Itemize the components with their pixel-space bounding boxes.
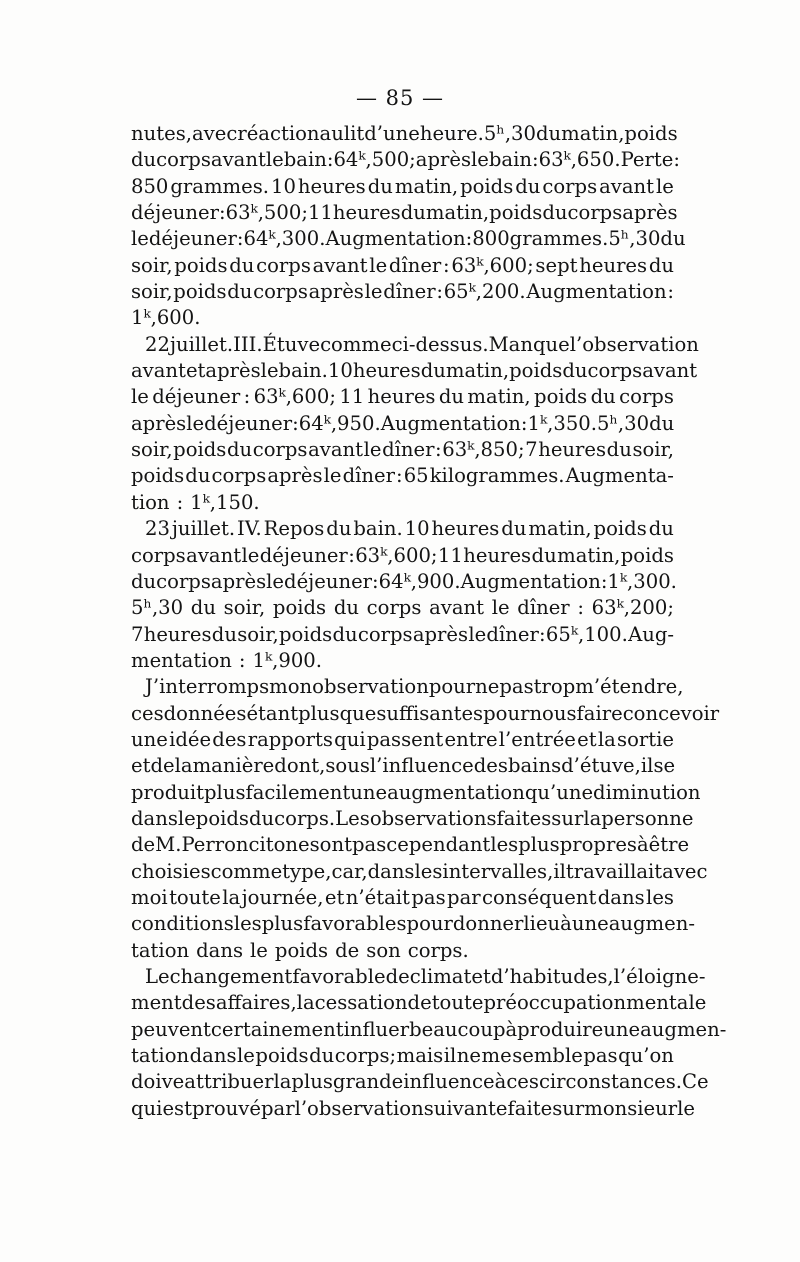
text-line: ces données étant plus que suffisantes pour nous faire concevoir	[131, 701, 720, 725]
text-line: corps avant le déjeuner : 63ᵏ,600; 11 heures du matin, poids	[131, 543, 674, 567]
page-number: — 85 —	[355, 86, 445, 110]
text-line: 22 juillet. III. Étuve comme ci-dessus. Manque l’observation	[145, 332, 699, 356]
text-line: tion : 1ᵏ,150.	[131, 490, 260, 514]
text-line: ment des affaires, la cessation de toute préoccupation mentale	[131, 991, 707, 1015]
text-line: après le déjeuner : 64ᵏ,950. Augmentation : 1ᵏ,350. 5ʰ,30 du	[131, 411, 675, 435]
text-line: soir, poids du corps après le dîner : 65ᵏ,200. Augmentation :	[131, 280, 674, 304]
text-line: 23 juillet. IV. Repos du bain. 10 heures du matin, poids du	[145, 517, 674, 541]
text-line: J’interromps mon observation pour ne pas trop m’étendre,	[145, 675, 684, 699]
text-line: 5ʰ,30 du soir, poids du corps avant le dîner : 63ᵏ,200;	[131, 596, 674, 620]
text-line: tation dans le poids de son corps.	[131, 938, 469, 962]
text-line: Le changement favorable de climat et d’habitudes, l’éloigne-	[145, 965, 706, 988]
text-line: soir, poids du corps avant le dîner : 63ᵏ,850; 7 heures du soir,	[131, 438, 674, 462]
text-line: produit plus facilement une augmentation qu’une diminution	[131, 780, 701, 804]
text-line: conditions les plus favorables pour donner lieu à une augmen-	[131, 912, 695, 936]
text-line: tation dans le poids du corps; mais il ne me semble pas qu’on	[131, 1044, 674, 1068]
text-line: avant et après le bain. 10 heures du matin, poids du corps avant	[131, 359, 698, 383]
text-line: le déjeuner : 63ᵏ,600; 11 heures du matin, poids du corps	[131, 385, 674, 409]
text-line: 7 heures du soir, poids du corps après le dîner : 65ᵏ,100. Aug-	[131, 622, 674, 646]
text-line: du corps après le déjeuner : 64ᵏ,900. Augmentation : 1ᵏ,300.	[131, 569, 677, 593]
text-line: soir, poids du corps avant le dîner : 63ᵏ,600; sept heures du	[131, 253, 674, 277]
text-line: choisies comme type, car, dans les intervalles, il travaillait avec	[131, 859, 708, 883]
text-line: le déjeuner : 64ᵏ,300. Augmentation : 800 grammes. 5ʰ,30 du	[131, 227, 686, 251]
text-line: 1ᵏ,600.	[131, 306, 201, 330]
text-line: nutes, avec réaction au lit d’une heure. 5ʰ,30 du matin, poids	[131, 122, 678, 145]
text-line: qui est prouvé par l’observation suivante faite sur monsieur le	[131, 1096, 696, 1120]
text-line: déjeuner : 63ᵏ,500; 11 heures du matin, poids du corps après	[131, 201, 678, 225]
text-line: moi toute la journée, et n’était pas par conséquent dans les	[131, 885, 674, 909]
text-line: doive attribuer la plus grande influence à ces circonstances. Ce	[131, 1070, 709, 1094]
text-line: 850 grammes. 10 heures du matin, poids du corps avant le	[131, 174, 674, 198]
text-line: poids du corps après le dîner : 65 kilogrammes. Augmenta-	[131, 464, 674, 488]
body-text	[131, 121, 727, 1122]
text-line: peuvent certainement influer beaucoup à produire une augmen-	[131, 1017, 727, 1041]
text-line: du corps avant le bain : 64ᵏ,500; après le bain : 63ᵏ,650. Perte :	[131, 148, 680, 172]
text-line: mentation : 1ᵏ,900.	[131, 648, 322, 672]
text-line: et de la manière dont, sous l’influence des bains d’étuve, il se	[131, 754, 676, 778]
text-line: une idée des rapports qui passent entre l’entrée et la sortie	[131, 727, 674, 751]
text-line: dans le poids du corps. Les observations faites sur la personne	[131, 806, 694, 830]
text-line: de M. Perroncito ne sont pas cependant les plus propres à être	[131, 833, 690, 857]
